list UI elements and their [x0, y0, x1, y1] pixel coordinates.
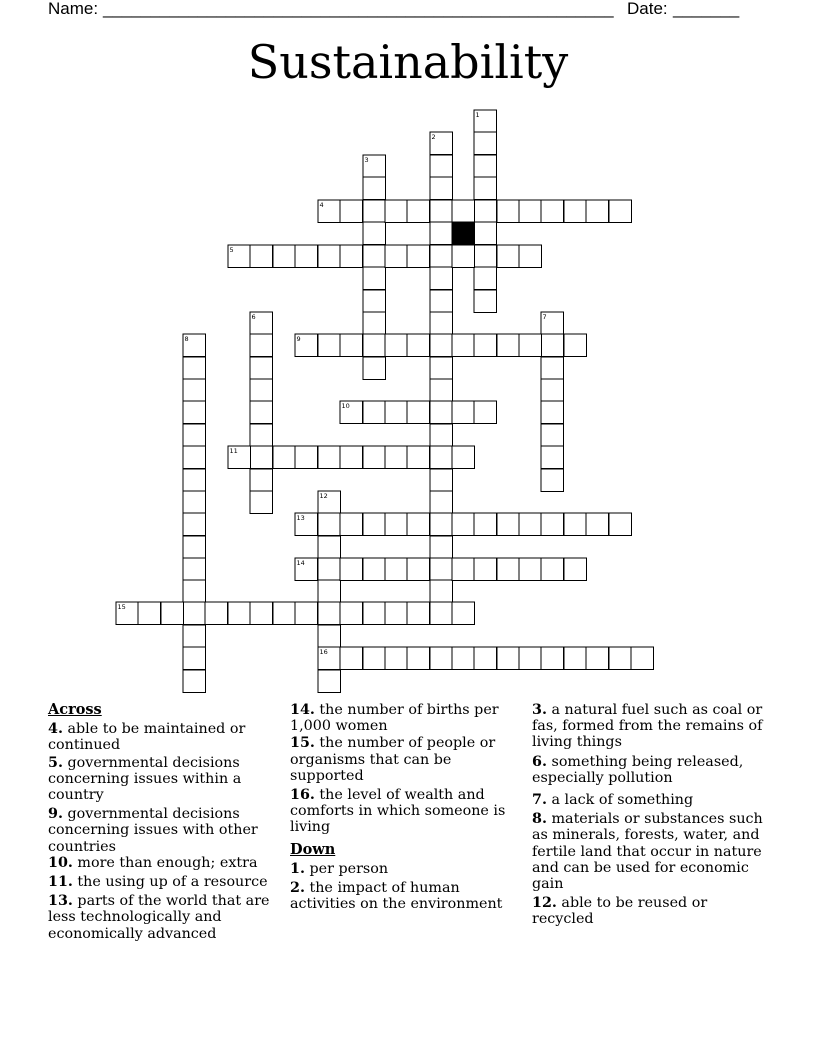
- clue-across-9: 9. governmental decisions concerning issues with other countries: [48, 806, 258, 855]
- grid-cell[interactable]: [385, 245, 408, 268]
- date-field[interactable]: _______: [673, 0, 740, 18]
- grid-cell[interactable]: [519, 245, 542, 268]
- grid-cell[interactable]: [183, 379, 206, 402]
- grid-cell[interactable]: [363, 334, 386, 357]
- grid-cell[interactable]: [318, 580, 341, 603]
- grid-cell[interactable]: [340, 602, 363, 625]
- grid-cell[interactable]: [586, 200, 609, 223]
- grid-cell[interactable]: [138, 602, 161, 625]
- grid-cell[interactable]: [250, 357, 273, 380]
- grid-cell[interactable]: [474, 334, 497, 357]
- grid-cell[interactable]: [586, 647, 609, 670]
- clue-down-12: 12. able to be reused or recycled: [532, 895, 708, 928]
- grid-cell[interactable]: [363, 446, 386, 469]
- grid-cell[interactable]: [564, 334, 587, 357]
- grid-cell[interactable]: [340, 334, 363, 357]
- clue-column-3: [532, 702, 772, 928]
- clue-number: 8: [184, 335, 189, 343]
- grid-cell[interactable]: [474, 177, 497, 200]
- grid-cell[interactable]: [541, 401, 564, 424]
- grid-cell[interactable]: [430, 469, 453, 492]
- date-label: Date:: [627, 0, 668, 18]
- grid-cell[interactable]: [497, 558, 520, 581]
- grid-cell[interactable]: [519, 558, 542, 581]
- grid-cell[interactable]: [340, 558, 363, 581]
- grid-cell[interactable]: [363, 267, 386, 290]
- grid-cell[interactable]: [430, 513, 453, 536]
- clue-column-1: [48, 702, 280, 942]
- grid-cell[interactable]: [385, 200, 408, 223]
- grid-cell[interactable]: [430, 558, 453, 581]
- grid-cell[interactable]: [385, 602, 408, 625]
- clue-down-7: 7. a lack of something: [532, 792, 694, 809]
- grid-cell[interactable]: [430, 424, 453, 447]
- grid-cell[interactable]: [183, 357, 206, 380]
- grid-cell[interactable]: [430, 379, 453, 402]
- grid-cell[interactable]: [474, 513, 497, 536]
- clue-across-11: 11. the using up of a resource: [48, 874, 268, 891]
- grid-cell[interactable]: [161, 602, 184, 625]
- clue-number: 12: [319, 492, 328, 500]
- grid-cell[interactable]: [363, 357, 386, 380]
- clue-number: 5: [229, 246, 234, 254]
- grid-cell[interactable]: [183, 625, 206, 648]
- clue-across-14: 14. the number of births per 1,000 women: [290, 702, 499, 735]
- clue-number: 9: [296, 335, 301, 343]
- grid-cell[interactable]: [385, 647, 408, 670]
- grid-cell[interactable]: [519, 200, 542, 223]
- grid-cell[interactable]: [474, 558, 497, 581]
- clue-number: 14: [296, 559, 305, 567]
- clue-number: 7: [542, 313, 547, 321]
- grid-cell[interactable]: [205, 602, 228, 625]
- grid-cell[interactable]: [273, 245, 296, 268]
- grid-cell[interactable]: [385, 558, 408, 581]
- grid-cell[interactable]: [430, 446, 453, 469]
- grid-cell[interactable]: [541, 379, 564, 402]
- grid-cell[interactable]: [407, 401, 430, 424]
- grid-cell[interactable]: [541, 647, 564, 670]
- name-label: Name:: [48, 0, 99, 18]
- clue-number: 6: [251, 313, 256, 321]
- clue-across-5: 5. governmental decisions concerning issues within a country: [48, 754, 242, 804]
- grid-cell[interactable]: [541, 446, 564, 469]
- clue-across-15: 15. the number of people or organisms that can be supported: [290, 735, 496, 784]
- grid-cell[interactable]: [407, 647, 430, 670]
- grid-cell[interactable]: [474, 401, 497, 424]
- grid-cell[interactable]: [407, 200, 430, 223]
- grid-cell[interactable]: [430, 602, 453, 625]
- grid-cell[interactable]: [497, 334, 520, 357]
- clue-down-8: 8. materials or substances such as minerals, forests, water, and fertile land that occur in nature and can be used for economic gain: [532, 811, 763, 893]
- grid-cell[interactable]: [452, 401, 475, 424]
- grid-cell[interactable]: [609, 647, 632, 670]
- grid-cell[interactable]: [430, 357, 453, 380]
- clue-number: 16: [319, 648, 328, 656]
- grid-cell[interactable]: [430, 267, 453, 290]
- grid-cell[interactable]: [497, 200, 520, 223]
- grid-cell[interactable]: [609, 200, 632, 223]
- clue-number: 13: [296, 514, 305, 522]
- grid-cell[interactable]: [363, 245, 386, 268]
- grid-cell[interactable]: [183, 558, 206, 581]
- grid-cell[interactable]: [452, 446, 475, 469]
- grid-cell[interactable]: [474, 245, 497, 268]
- clue-down-2: 2. the impact of human activities on the environment: [290, 880, 503, 913]
- grid-cell[interactable]: [564, 200, 587, 223]
- grid-cell[interactable]: [363, 401, 386, 424]
- grid-cell[interactable]: [183, 401, 206, 424]
- grid-cell[interactable]: [273, 602, 296, 625]
- grid-cell[interactable]: [497, 647, 520, 670]
- name-field[interactable]: ______________________________________________________: [103, 0, 614, 18]
- grid-cell[interactable]: [474, 200, 497, 223]
- grid-cell[interactable]: [183, 602, 206, 625]
- grid-cell[interactable]: [363, 200, 386, 223]
- grid-cell[interactable]: [183, 424, 206, 447]
- grid-cell[interactable]: [474, 132, 497, 155]
- clue-number: 10: [341, 402, 350, 410]
- grid-cell[interactable]: [541, 424, 564, 447]
- grid-cell[interactable]: [183, 491, 206, 514]
- grid-cell[interactable]: [452, 200, 475, 223]
- grid-cell[interactable]: [318, 334, 341, 357]
- grid-cell[interactable]: [363, 602, 386, 625]
- grid-cell[interactable]: [340, 200, 363, 223]
- grid-cell[interactable]: [497, 513, 520, 536]
- clue-number: 1: [475, 111, 480, 119]
- grid-cell[interactable]: [430, 245, 453, 268]
- grid-cell[interactable]: [363, 558, 386, 581]
- clue-number: 2: [431, 133, 436, 141]
- grid-cell[interactable]: [183, 513, 206, 536]
- grid-cell[interactable]: [183, 446, 206, 469]
- grid-cell[interactable]: [541, 357, 564, 380]
- grid-cell[interactable]: [340, 245, 363, 268]
- clue-down-3: 3. a natural fuel such as coal or fas, formed from the remains of living things: [532, 702, 763, 751]
- clue-column-2: [290, 702, 518, 912]
- grid-cell[interactable]: [452, 513, 475, 536]
- grid-cell[interactable]: [250, 424, 273, 447]
- grid-cell[interactable]: [541, 513, 564, 536]
- grid-cell[interactable]: [430, 222, 453, 245]
- grid-cell-black: [452, 222, 475, 245]
- grid-cell[interactable]: [474, 267, 497, 290]
- grid-cell[interactable]: [430, 155, 453, 178]
- grid-cell[interactable]: [474, 155, 497, 178]
- clue-number: 4: [319, 201, 324, 209]
- grid-cell[interactable]: [273, 446, 296, 469]
- grid-cell[interactable]: [250, 334, 273, 357]
- grid-cell[interactable]: [541, 334, 564, 357]
- grid-cell[interactable]: [474, 290, 497, 313]
- grid-cell[interactable]: [228, 602, 251, 625]
- grid-cell[interactable]: [318, 446, 341, 469]
- grid-cell[interactable]: [363, 177, 386, 200]
- grid-cell[interactable]: [474, 647, 497, 670]
- grid-cell[interactable]: [430, 647, 453, 670]
- grid-cell[interactable]: [318, 602, 341, 625]
- grid-cell[interactable]: [183, 469, 206, 492]
- clue-down-6: 6. something being released, especially pollution: [532, 753, 744, 786]
- grid-cell[interactable]: [564, 647, 587, 670]
- grid-cell[interactable]: [318, 536, 341, 559]
- grid-cell[interactable]: [385, 334, 408, 357]
- grid-cell[interactable]: [295, 446, 318, 469]
- grid-cell[interactable]: [430, 401, 453, 424]
- grid-cell[interactable]: [541, 558, 564, 581]
- grid-cell[interactable]: [407, 446, 430, 469]
- grid-cell[interactable]: [363, 647, 386, 670]
- grid-cell[interactable]: [474, 222, 497, 245]
- grid-cell[interactable]: [430, 580, 453, 603]
- grid-cell[interactable]: [340, 446, 363, 469]
- grid-cell[interactable]: [519, 334, 542, 357]
- grid-cell[interactable]: [586, 513, 609, 536]
- grid-cell[interactable]: [183, 670, 206, 693]
- grid-cell[interactable]: [430, 290, 453, 313]
- grid-cell[interactable]: [250, 469, 273, 492]
- grid-cell[interactable]: [183, 536, 206, 559]
- grid-cell[interactable]: [564, 558, 587, 581]
- grid-cell[interactable]: [430, 312, 453, 335]
- grid-cell[interactable]: [430, 491, 453, 514]
- clue-down-1: 1. per person: [290, 860, 389, 877]
- grid-cell[interactable]: [318, 245, 341, 268]
- grid-cell[interactable]: [407, 513, 430, 536]
- grid-cell[interactable]: [250, 401, 273, 424]
- clue-number: 15: [117, 603, 126, 611]
- grid-cell[interactable]: [519, 647, 542, 670]
- grid-cell[interactable]: [519, 513, 542, 536]
- grid-cell[interactable]: [318, 513, 341, 536]
- grid-cell[interactable]: [452, 334, 475, 357]
- grid-cell[interactable]: [318, 625, 341, 648]
- grid-cell[interactable]: [385, 446, 408, 469]
- grid-cell[interactable]: [430, 536, 453, 559]
- grid-cell[interactable]: [250, 245, 273, 268]
- clue-across-10: 10. more than enough; extra: [48, 854, 258, 871]
- grid-cell[interactable]: [385, 513, 408, 536]
- grid-cell[interactable]: [407, 245, 430, 268]
- grid-cell[interactable]: [250, 446, 273, 469]
- grid-cell[interactable]: [541, 200, 564, 223]
- down-heading: Down: [290, 840, 336, 858]
- grid-cell[interactable]: [452, 558, 475, 581]
- grid-cell[interactable]: [363, 290, 386, 313]
- clue-number: 3: [364, 156, 369, 164]
- clue-across-4: 4. able to be maintained or continued: [48, 721, 246, 754]
- grid-cell[interactable]: [250, 379, 273, 402]
- grid-cell[interactable]: [385, 401, 408, 424]
- grid-cell[interactable]: [541, 469, 564, 492]
- grid-cell[interactable]: [452, 245, 475, 268]
- grid-cell[interactable]: [430, 334, 453, 357]
- grid-cell[interactable]: [631, 647, 654, 670]
- grid-cell[interactable]: [183, 647, 206, 670]
- grid-cell[interactable]: [564, 513, 587, 536]
- page-title: Sustainability: [247, 35, 569, 89]
- grid-cell[interactable]: [340, 513, 363, 536]
- grid-cell[interactable]: [430, 200, 453, 223]
- grid-cell[interactable]: [430, 177, 453, 200]
- grid-cell[interactable]: [340, 647, 363, 670]
- grid-cell[interactable]: [407, 558, 430, 581]
- grid-cell[interactable]: [295, 245, 318, 268]
- clue-across-13: 13. parts of the world that are less technologically and economically advanced: [48, 893, 270, 942]
- grid-cell[interactable]: [250, 602, 273, 625]
- across-heading: Across: [48, 701, 102, 718]
- grid-cell[interactable]: [407, 602, 430, 625]
- grid-cell[interactable]: [452, 602, 475, 625]
- grid-cell[interactable]: [318, 670, 341, 693]
- grid-cell[interactable]: [183, 580, 206, 603]
- grid-cell[interactable]: [318, 558, 341, 581]
- grid-cell[interactable]: [295, 602, 318, 625]
- grid-cell[interactable]: [609, 513, 632, 536]
- grid-cell[interactable]: [363, 513, 386, 536]
- grid-cell[interactable]: [497, 245, 520, 268]
- clue-across-16: 16. the level of wealth and comforts in which someone is living: [290, 787, 506, 836]
- grid-cell[interactable]: [452, 647, 475, 670]
- grid-cell[interactable]: [363, 312, 386, 335]
- clue-number: 11: [229, 447, 238, 455]
- grid-cell[interactable]: [407, 334, 430, 357]
- grid-cell[interactable]: [363, 222, 386, 245]
- grid-cell[interactable]: [250, 491, 273, 514]
